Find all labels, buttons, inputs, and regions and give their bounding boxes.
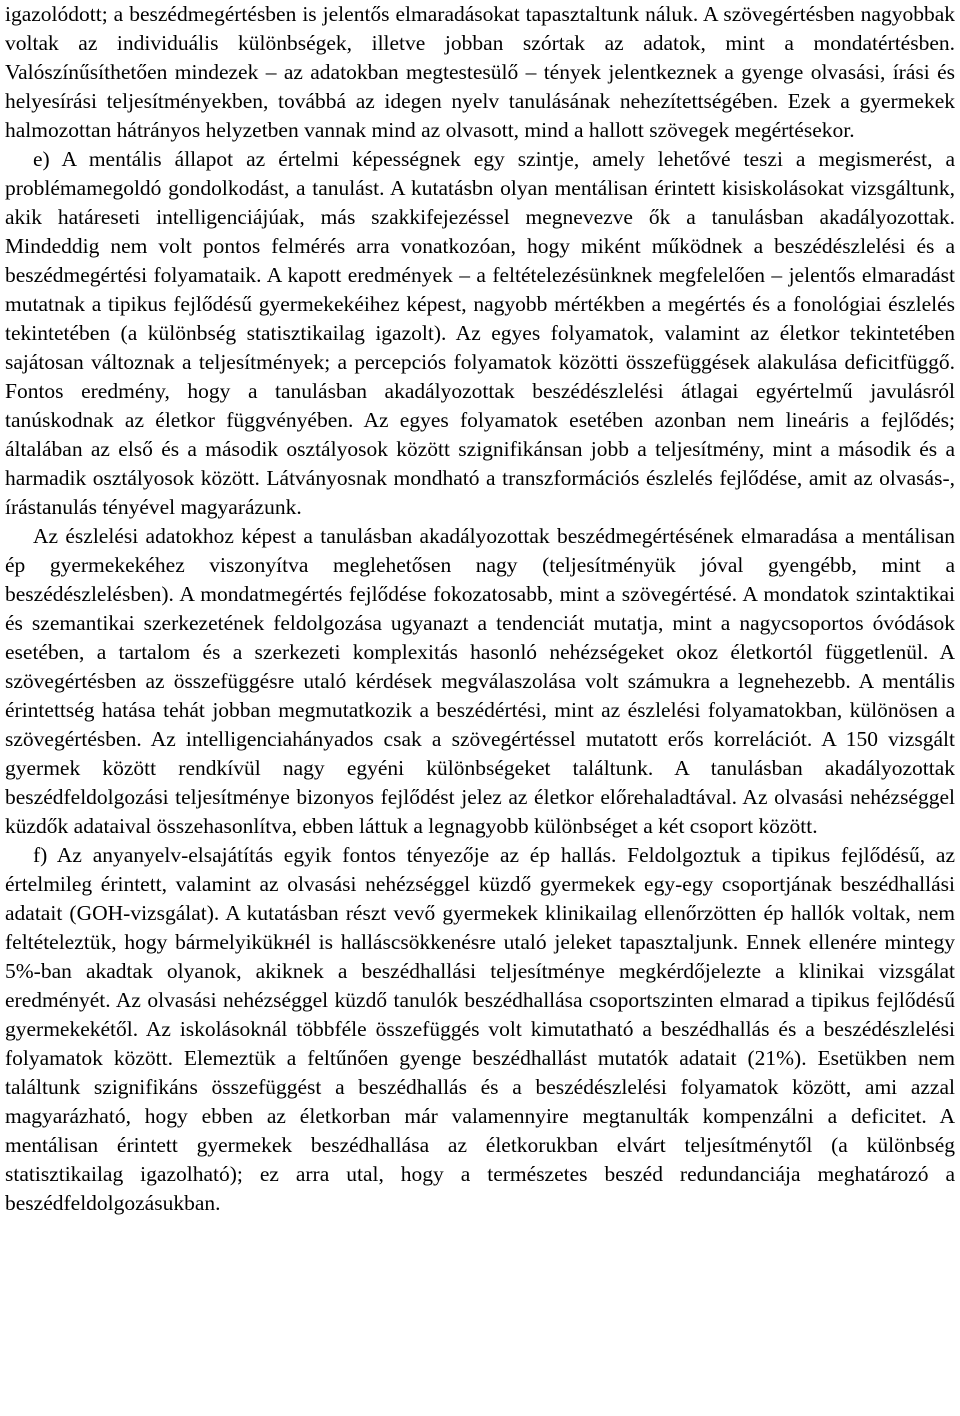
- paragraph-3: Az észlelési adatokhoz képest a tanulásban akadályozottak beszédmegértésének elmaradása a mentálisan ép gyermekekéhez viszonyítva meglehetősen nagy (teljesítményük jóval gyengébb, mint a beszédészlelésben). A mondatmegértés fejlődése fokozatosabb, mint a szövegértésé. A mondatok szintaktikai és szemantikai szerkezetének feldolgozása ugyanazt a tendenciát mutatja, mint a nagycsoportos óvódások esetében, a tartalom és a szerkezeti komplexitás hasonló nehézségeket okoz életkortól függetlenül. A szövegértésben az összefüggésre utaló kérdések megválaszolása volt számukra a legnehezebb. A mentális érintettség hatása tehát jobban megmutatkozik a beszédértési, mint az észlelési folyamatokban, különösen a szövegértésben. Az intelligenciahányados csak a szövegértéssel mutatott erős korrelációt. A 150 vizsgált gyermek között rendkívül nagy egyéni különbségeket találtunk. A tanulásban akadályozottak beszédfeldolgozási teljesítménye bizonyos fejlődést jelez az életkor előrehaladtával. Az olvasási nehézséggel küzdők adataival összehasonlítva, ebben láttuk a legnagyobb különbséget a két csoport között.: [5, 524, 955, 838]
- paragraph-1: igazolódott; a beszédmegértésben is jelentős elmaradásokat tapasztaltunk náluk. A szövegértésben nagyobbak voltak az individuális különbségek, illetve jobban szórtak az adatok, mint a mondatértésben. Valószínűsíthetően mindezek – az adatokban megtestesülő – tények jelentkeznek a gyenge olvasási, írási és helyesírási teljesítményekben, továbbá az idegen nyelv tanulásának nehezítettségében. Ezek a gyermekek halmozottan hátrányos helyzetben vannak mind az olvasott, mind a hallott szövegek megértésekor.: [5, 2, 955, 142]
- paragraph-2: e) A mentális állapot az értelmi képességnek egy szintje, amely lehetővé teszi a megismerést, a problémamegoldó gondolkodást, a tanulást. A kutatásbn olyan mentálisan érintett kisiskolásokat vizsgáltunk, akik határeseti intelligenciájúak, más szakkifejezéssel megnevezve ők a tanulásban akadályozottak. Mindeddig nem volt pontos felmérés arra vonatkozóan, hogy miként működnek a beszédészlelési és a beszédmegértési folyamataik. A kapott eredmények – a feltételezésünknek megfelelően – jelentős elmaradást mutatnak a tipikus fejlődésű gyermekekéihez képest, nagyobb mértékben a megértés és a fonológiai észlelés tekintetében (a különbség statisztikailag igazolt). Az egyes folyamatok, valamint az életkor tekintetében sajátosan változnak a teljesítmények; a percepciós folyamatok közötti összefüggések alakulása deficitfüggő. Fontos eredmény, hogy a tanulásban akadályozottak beszédészlelési átlagai egyértelmű javulásról tanúskodnak az életkor függvényében. Az egyes folyamatok esetében azonban nem lineáris a fejlődés; általában az első és a második osztályosok között szignifikánsan jobb a teljesítmény, mint a második és a harmadik osztályosok között. Látványosnak mondható a transzformációs észlelés fejlődése, amit az olvasás-, írástanulás tényével magyarázunk.: [5, 147, 955, 519]
- paragraph-4: f) Az anyanyelv-elsajátítás egyik fontos tényezője az ép hallás. Feldolgoztuk a tipikus fejlődésű, az értelmileg érintett, valamint az olvasási nehézséggel küzdő gyermekek egy-egy csoportjának beszédhallási adatait (GOH-vizsgálat). A kutatásban részt vevő gyermekek klinikailag ellenőrzötten ép hallók voltak, nem feltételeztük, hogy bármelyikükнél is halláscsökkenésre utaló jeleket tapasztaljunk. Ennek ellenére mintegy 5%-ban akadtak olyanok, akiknek a beszédhallási teljesítménye megkérdőjelezte a klinikai vizsgálat eredményét. Az olvasási nehézséggel küzdő tanulók beszédhallása csoportszinten elmarad a tipikus fejlődésű gyermekekétől. Az iskolásoknál többféle összefüggés volt kimutatható a beszédhallás és a beszédészlelési folyamatok között. Elemeztük a feltűnően gyenge beszédhallást mutatók adatait (21%). Esetükben nem találtunk szignifikáns összefüggést a beszédhallás és a beszédészlelési folyamatok között, ami azzal magyarázható, hogy ebben az életkorban már valamennyire megtanulták kompenzálni a deficitet. A mentálisan érintett gyermekek beszédhallása az életkorukban elvárt teljesítménytől (a különbség statisztikailag igazolható); ez arra utal, hogy a természetes beszéd redundanciája meghatározó a beszédfeldolgozásukban.: [5, 843, 955, 1215]
